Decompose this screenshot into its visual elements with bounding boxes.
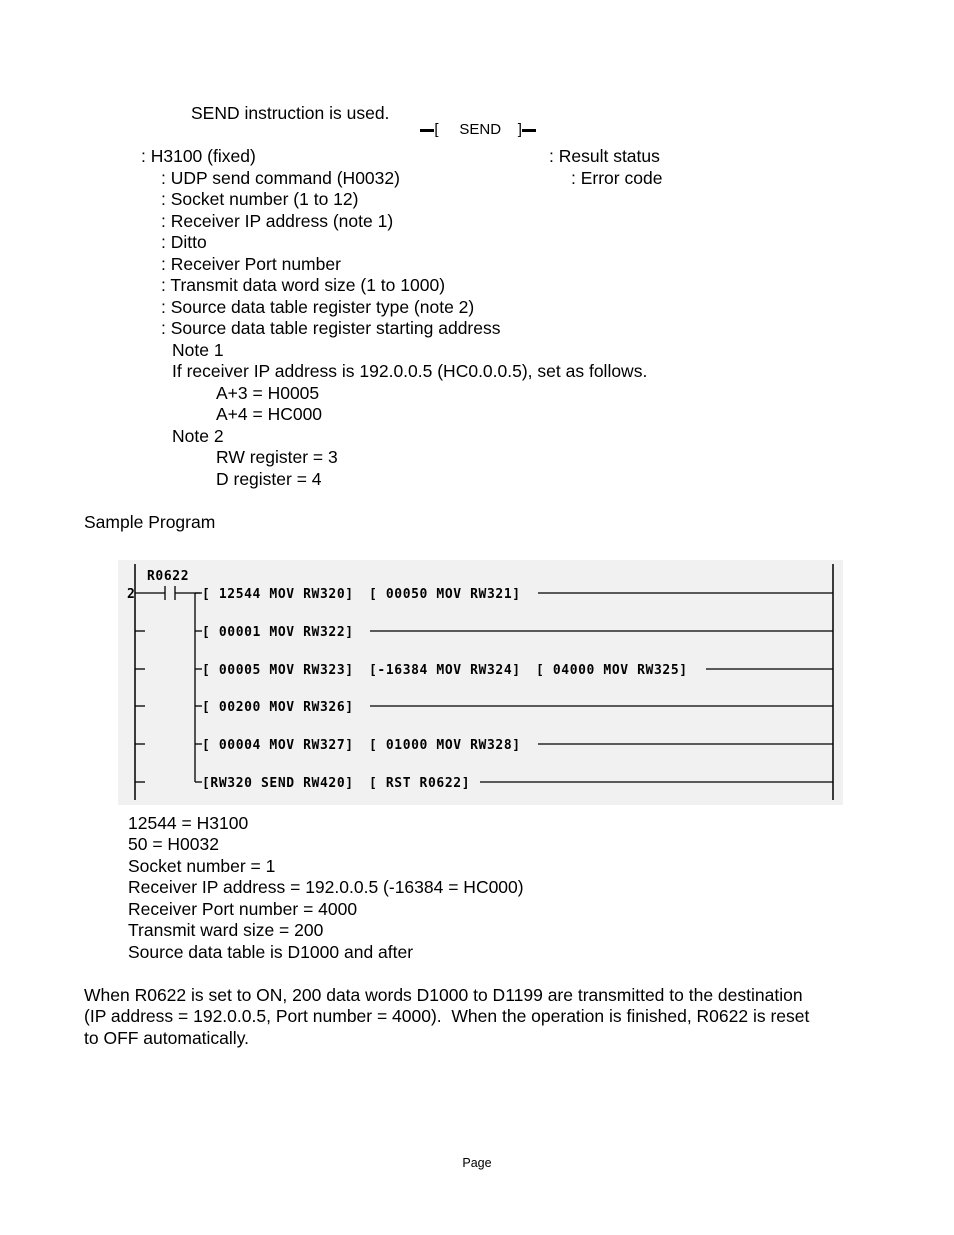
ladder-row5-box1: [ 00004 MOV RW327]	[202, 738, 354, 753]
note1-text: If receiver IP address is 192.0.0.5 (HC0.0.0.5), set as follows.	[172, 361, 648, 381]
intro-text: SEND instruction is used.	[191, 103, 390, 123]
param-error: : Error code	[571, 168, 663, 188]
symbol-open: [	[434, 121, 439, 138]
param-a6: : Transmit data word size (1 to 1000)	[161, 275, 446, 295]
param-a7: : Source data table register type (note 2)	[161, 297, 475, 317]
symbol-bar-left	[420, 129, 434, 132]
note1-a4: A+4 = HC000	[216, 404, 323, 424]
param-a2: : Socket number (1 to 12)	[161, 189, 359, 209]
param-a5: : Receiver Port number	[161, 254, 341, 274]
explain-line-7: Source data table is D1000 and after	[128, 942, 414, 962]
explain-line-5: Receiver Port number = 4000	[128, 899, 358, 919]
explain-line-4: Receiver IP address = 192.0.0.5 (-16384 = HC000)	[128, 877, 524, 897]
summary-line-1: When R0622 is set to ON, 200 data words D1000 to D1199 are transmitted to the destination	[84, 985, 803, 1005]
ladder-row3-box1: [ 00005 MOV RW323]	[202, 663, 354, 678]
symbol-close: ]	[517, 121, 522, 138]
symbol-label: SEND	[459, 121, 502, 138]
ladder-row6-box1: [RW320 SEND RW420]	[202, 776, 354, 791]
note1-title: Note 1	[172, 340, 224, 360]
ladder-row1-box1: [ 12544 MOV RW320]	[202, 587, 354, 602]
send-symbol	[412, 107, 536, 137]
explain-line-3: Socket number = 1	[128, 856, 276, 876]
page-footer: Page	[462, 1156, 492, 1170]
note2-d: D register = 4	[216, 469, 322, 489]
param-result: : Result status	[549, 146, 660, 166]
note2-rw: RW register = 3	[216, 447, 338, 467]
param-a4: : Ditto	[161, 232, 207, 252]
explain-line-6: Transmit ward size = 200	[128, 920, 324, 940]
explain-line-2: 50 = H0032	[128, 834, 219, 854]
ladder-row5-box2: [ 01000 MOV RW328]	[369, 738, 521, 753]
rung-number: 2	[127, 587, 136, 602]
param-a: : H3100 (fixed)	[141, 146, 256, 166]
param-a3: : Receiver IP address (note 1)	[161, 211, 394, 231]
contact-label: R0622	[147, 569, 190, 584]
ladder-diagram	[118, 560, 843, 805]
ladder-row3-box3: [ 04000 MOV RW325]	[536, 663, 688, 678]
note1-a3: A+3 = H0005	[216, 383, 320, 403]
explain-line-1: 12544 = H3100	[128, 813, 249, 833]
sample-program-heading: Sample Program	[84, 512, 216, 532]
param-a1: : UDP send command (H0032)	[161, 168, 400, 188]
ladder-row4-box1: [ 00200 MOV RW326]	[202, 700, 354, 715]
summary-line-3: to OFF automatically.	[84, 1028, 250, 1048]
param-a8: : Source data table register starting address	[161, 318, 501, 338]
ladder-row6-box2: [ RST R0622]	[369, 776, 471, 791]
summary-line-2: (IP address = 192.0.0.5, Port number = 4000). When the operation is finished, R0622 is reset	[84, 1006, 810, 1026]
note2-title: Note 2	[172, 426, 224, 446]
ladder-row3-box2: [-16384 MOV RW324]	[369, 663, 521, 678]
ladder-row2-box1: [ 00001 MOV RW322]	[202, 625, 354, 640]
symbol-bar-right	[522, 129, 536, 132]
ladder-row1-box2: [ 00050 MOV RW321]	[369, 587, 521, 602]
